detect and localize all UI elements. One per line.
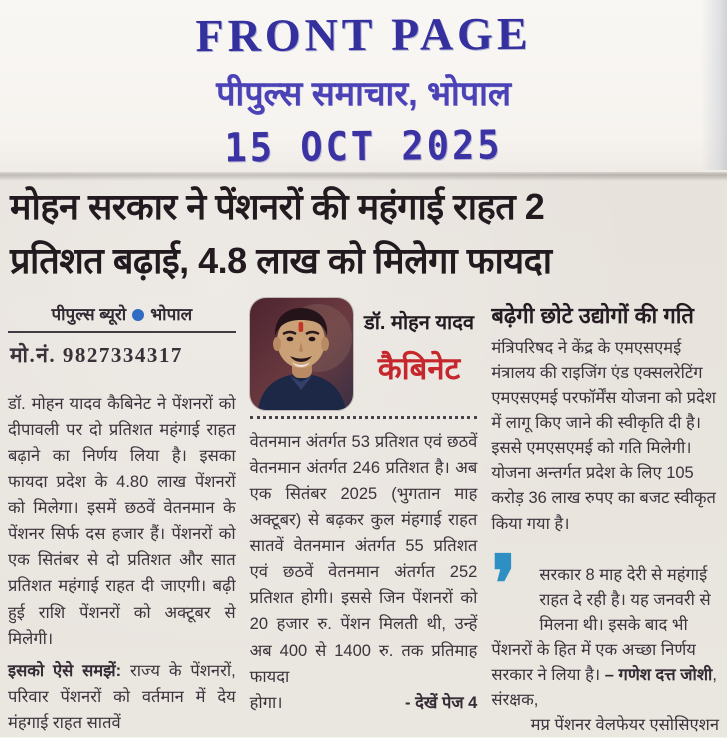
publication-stamp: पीपुल्स समाचार, भोपाल <box>216 75 511 113</box>
paragraph-1-text: डॉ. मोहन यादव कैबिनेट ने पेंशनरों को दीपावली पर दो प्रतिशत महंगाई राहत बढ़ाने का निर्णय लिया है। इसका फायदा प्रदेश के 4.80 लाख पेंशनरों को मिलेगा। इसमें छठवें वेतनमान के पेंशनर सिर्फ दस हजार हैं। पेंशनरों को एक सितंबर से दो प्रतिशत और सात प्रतिशत महंगाई राहत दी जाएगी। बढ़ी हुई राशि पेंशनरों को अक्टूबर से मिलेगी। <box>8 395 236 648</box>
paragraph-2-text: राज्य के पेंशनरों, परिवार पेंशनरों को वर्तमान में देय मंहगाई राहत सातवें <box>8 661 236 732</box>
photo-card <box>250 298 478 419</box>
see-page-ref: - देखें पेज 4 <box>405 693 478 712</box>
quote-attribution-role: , संरक्षक, <box>491 665 717 710</box>
byline-city: भोपाल <box>150 305 193 324</box>
photo-caption-name: डॉ. मोहन यादव <box>364 312 474 334</box>
quote-text: सरकार 8 माह देरी से महंगाई राहत दे रही है। यह जनवरी से मिलना थी। इसके बाद भी पेंशनरों के हित में एक अच्छा निर्णय सरकार ने लिया है। <box>491 565 711 684</box>
sidebar-paragraph <box>491 336 719 537</box>
column-1 <box>8 298 236 738</box>
paragraph-3-text: वेतनमान अंतर्गत 53 प्रतिशत एवं छठवें वेतनमान अंतर्गत 246 प्रतिशत है। अब एक सितंबर 2025 (भुगतान माह अक्टूबर) से बढ़कर कुल मंहगाई राहत सातवें वेतनमान अंतर्गत 55 प्रतिशत एवं छठवें वेतनमान अंतर्गत 252 प्रतिशत होगी। इससे जिन पेंशनरों को 20 हजार रु. पेंशन मिलती थी, उन्हें अब 400 से 1400 रु. तक प्रतिमाह फायदा <box>249 433 478 686</box>
byline-bureau: पीपुल्स ब्यूरो <box>51 305 127 324</box>
contact-phone: मो.नं. 9827334317 <box>10 343 183 367</box>
byline-dot-icon <box>132 309 144 321</box>
byline <box>8 298 236 333</box>
sidebar-column <box>491 298 719 738</box>
quote-attribution-name: – गणेश दत्त जोशी <box>604 665 713 684</box>
sidebar-paragraph-text: मंत्रिपरिषद ने केंद्र के एमएसएमई मंत्रालय की राइजिंग एंड एक्सलरेटिंग एमएसएमई परफॉर्मेंस योजना को प्रदेश में लागू किए जाने की स्वीकृति दी है। इससे एमएसएमई को गति मिलेगी। योजना अन्तर्गत प्रदेश के लिए 105 करोड़ 36 लाख रुपए का बजट स्वीकृत किया गया है। <box>491 339 717 533</box>
headline-line-2: प्रतिशत बढ़ाई, 4.8 लाख को मिलेगा फायदा <box>10 240 552 281</box>
newspaper-clipping <box>0 172 727 737</box>
quote-icon: ❜ <box>491 538 517 630</box>
quote-attribution-org: मप्र पेंशनर वेलफेयर एसोसिएशन <box>530 716 720 735</box>
photo-meta <box>361 298 478 389</box>
date-stamp: 15 OCT 2025 <box>224 121 503 172</box>
paragraph-2-lead: इसको ऐसे समझें: <box>8 661 122 680</box>
portrait-illustration <box>250 298 353 410</box>
pensioner-quote-block <box>491 538 720 738</box>
column-2 <box>250 298 478 738</box>
mohan-yadav-photo <box>250 298 353 410</box>
article-paragraph-1 <box>8 385 236 652</box>
headline-line-1: मोहन सरकार ने पेंशनरों की महंगाई राहत 2 <box>10 186 545 227</box>
see-page-row <box>250 690 478 716</box>
article-headline <box>8 178 719 292</box>
article-columns <box>8 292 719 738</box>
paragraph-3-end: होगा। <box>249 693 283 712</box>
front-page-stamp: FRONT PAGE <box>195 7 532 62</box>
stamp-area <box>0 0 727 172</box>
article-paragraph-2 <box>8 652 236 736</box>
article-paragraph-3 <box>250 429 478 690</box>
sidebar-heading: बढ़ेगी छोटे उद्योगों की गति <box>491 303 694 328</box>
cabinet-tag: कैबिनेट <box>377 351 461 386</box>
